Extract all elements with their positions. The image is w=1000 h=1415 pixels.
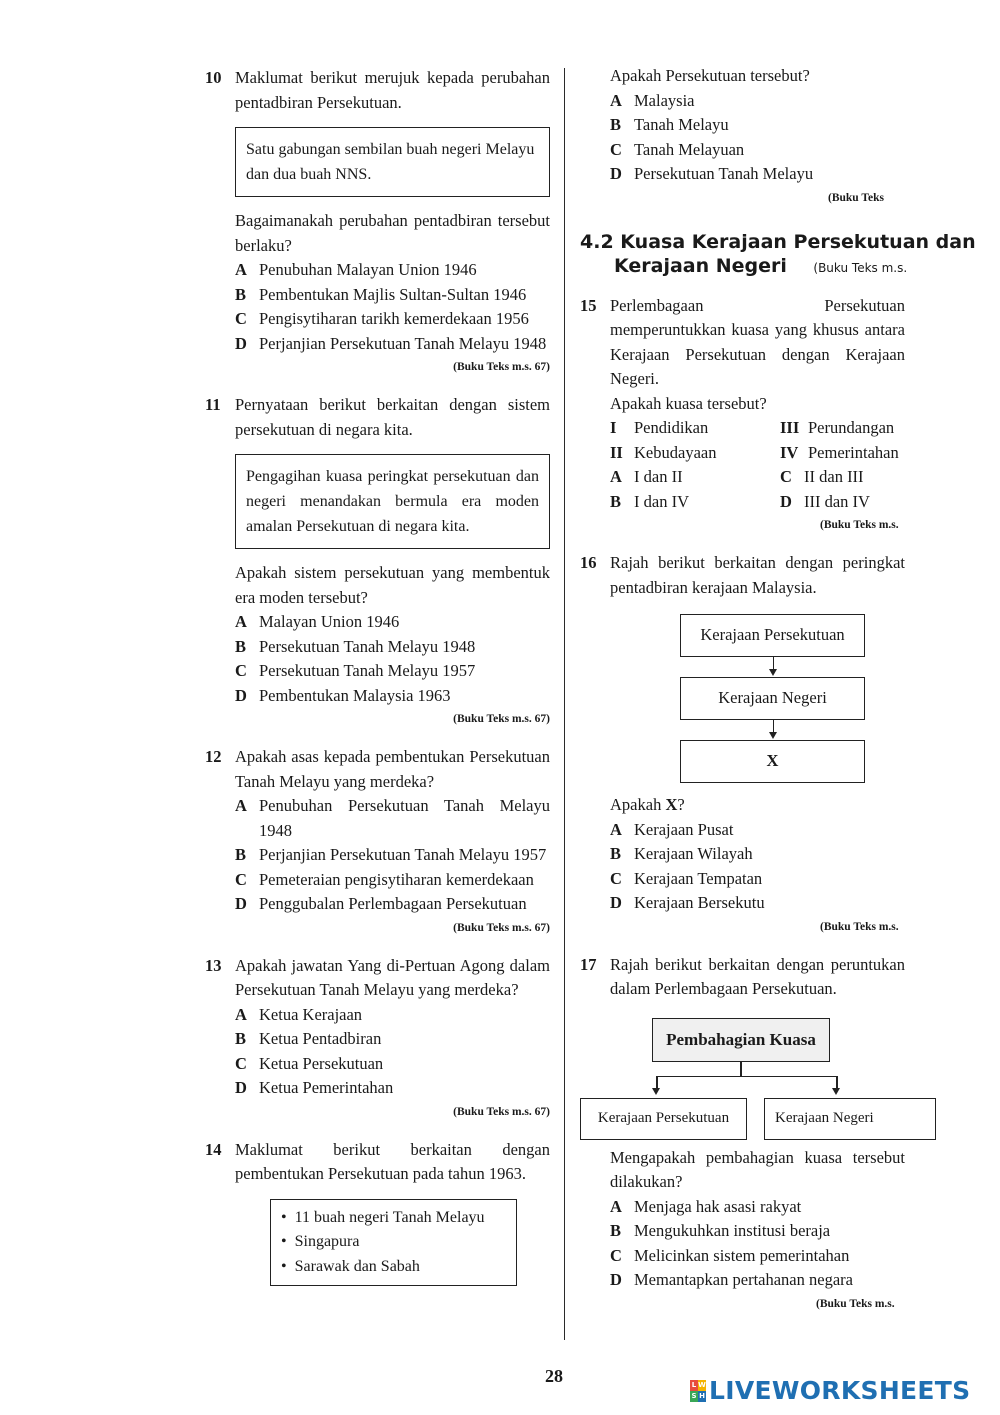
- question-stem: Rajah berikut berkaitan dengan peruntukan dalam Perlembagaan Persekutuan.: [610, 954, 905, 998]
- question-15: [580, 294, 905, 536]
- question-14-continued: [580, 64, 905, 208]
- options-list: [235, 1003, 550, 1101]
- bullet-item: • Sarawak dan Sabah: [281, 1255, 506, 1280]
- question-12: [205, 745, 550, 938]
- flow-diagram: [680, 614, 865, 783]
- info-box: Pengagihan kuasa peringkat persekutuan dan negeri menandakan bermula era moden amalan Persekutuan di negara kita.: [235, 454, 550, 549]
- question-13: [205, 954, 550, 1122]
- question-10: [205, 66, 550, 377]
- option-b[interactable]: B Persekutuan Tanah Melayu 1948: [235, 636, 476, 656]
- option-c[interactable]: C Pemeteraian pengisytiharan kemerdekaan: [235, 869, 534, 889]
- logo-icon-cell: L: [691, 1381, 697, 1389]
- question-number: 17: [580, 954, 597, 974]
- option-d[interactable]: D Kerajaan Bersekutu: [610, 893, 765, 912]
- options-list: [235, 258, 550, 356]
- option-d[interactable]: D Ketua Pemerintahan: [235, 1078, 394, 1097]
- source-reference: (Buku Teks m.s. 67): [453, 1105, 550, 1118]
- item-iii: III Perundangan: [780, 418, 895, 437]
- option-a[interactable]: A Menjaga hak asasi rakyat: [610, 1196, 802, 1216]
- right-column: [580, 62, 976, 1314]
- options-grid: [610, 465, 905, 514]
- options-list: [610, 1195, 905, 1293]
- option-d[interactable]: D III dan IV: [780, 491, 870, 511]
- flow-box-x: X: [680, 740, 865, 783]
- question-prompt: Apakah sistem persekutuan yang membentuk era moden tersebut?: [235, 563, 550, 607]
- item-iv: IV Pemerintahan: [780, 442, 899, 462]
- option-b[interactable]: B Perjanjian Persekutuan Tanah Melayu 1957: [235, 845, 547, 864]
- logo-icon-cell: S: [691, 1392, 697, 1400]
- options-list: [610, 89, 905, 187]
- option-a[interactable]: A Penubuhan Malayan Union 1946: [235, 260, 477, 279]
- diagram-box-federal: Kerajaan Persekutuan: [580, 1098, 747, 1140]
- option-d[interactable]: D Memantapkan pertahanan negara: [610, 1270, 853, 1289]
- option-c[interactable]: C Ketua Persekutuan: [235, 1053, 384, 1073]
- option-a[interactable]: A Kerajaan Pusat: [610, 819, 734, 839]
- option-a[interactable]: A Malaysia: [610, 90, 695, 110]
- liveworksheets-icon: [690, 1380, 706, 1402]
- options-list: [235, 794, 550, 917]
- info-box: Satu gabungan sembilan buah negeri Melayu dan dua buah NNS.: [235, 127, 550, 197]
- section-title-line2: Kerajaan Negeri: [614, 254, 787, 277]
- source-reference: (Buku Teks m.s. 67): [453, 921, 550, 934]
- question-stem: Apakah jawatan Yang di-Pertuan Agong dalam Persekutuan Tanah Melayu yang merdeka?: [235, 955, 550, 999]
- logo-icon-cell: H: [699, 1392, 705, 1400]
- question-11: [205, 393, 550, 729]
- option-d[interactable]: D Penggubalan Perlembagaan Persekutuan: [235, 894, 527, 913]
- section-heading: [580, 230, 976, 280]
- source-reference: (Buku Teks m.s.: [816, 1297, 895, 1310]
- flow-box-state: Kerajaan Negeri: [680, 677, 865, 720]
- question-stem: Rajah berikut berkaitan dengan peringkat pentadbiran kerajaan Malaysia.: [610, 553, 905, 597]
- item-ii: II Kebudayaan: [610, 442, 717, 462]
- question-stem: Perlembagaan Persekutuan memperuntukkan kuasa yang khusus antara Kerajaan Persekutuan dengan Kerajaan Negeri.: [610, 295, 905, 388]
- option-b[interactable]: B Kerajaan Wilayah: [610, 844, 753, 863]
- option-d[interactable]: D Perjanjian Persekutuan Tanah Melayu 1948: [235, 333, 547, 353]
- item-i: I Pendidikan: [610, 418, 709, 437]
- down-arrow-icon: [832, 1088, 840, 1095]
- logo-icon-cell: W: [698, 1381, 706, 1389]
- question-number: 10: [205, 68, 222, 87]
- question-prompt: Apakah X?: [610, 795, 685, 814]
- logo-text: LIVEWORKSHEETS: [709, 1376, 971, 1405]
- column-divider: [564, 68, 565, 1340]
- page-number: 28: [545, 1366, 563, 1386]
- question-17: [580, 953, 905, 1002]
- source-reference: (Buku Teks m.s. 67): [453, 713, 550, 725]
- question-number: 16: [580, 553, 597, 572]
- question-number: 13: [205, 955, 222, 975]
- question-17-options: [580, 1146, 905, 1314]
- question-14: [205, 1138, 550, 1287]
- source-reference: (Buku Teks: [828, 191, 884, 204]
- option-a[interactable]: A Ketua Kerajaan: [235, 1004, 363, 1024]
- source-reference: (Buku Teks m.s.: [820, 920, 899, 933]
- question-number: 15: [580, 295, 597, 315]
- roman-items: [610, 416, 905, 465]
- option-b[interactable]: B I dan IV: [610, 491, 689, 511]
- option-c[interactable]: C Kerajaan Tempatan: [610, 868, 763, 888]
- question-16: [580, 551, 905, 937]
- question-prompt: Mengapakah pembahagian kuasa tersebut dilakukan?: [610, 1147, 905, 1191]
- option-d[interactable]: D Pembentukan Malaysia 1963: [235, 685, 451, 705]
- option-c[interactable]: C Pengisytiharan tarikh kemerdekaan 1956: [235, 309, 529, 328]
- question-stem: Maklumat berikut berkaitan dengan pembentukan Persekutuan pada tahun 1963.: [235, 1139, 550, 1183]
- option-b[interactable]: B Ketua Pentadbiran: [235, 1029, 382, 1048]
- options-list: [610, 818, 905, 916]
- bullet-item: • Singapura: [281, 1230, 506, 1255]
- option-b[interactable]: B Tanah Melayu: [610, 115, 729, 134]
- question-prompt: Apakah kuasa tersebut?: [610, 393, 767, 413]
- diagram-top-box: Pembahagian Kuasa: [652, 1018, 830, 1062]
- option-d[interactable]: D Persekutuan Tanah Melayu: [610, 164, 814, 183]
- power-division-diagram: [580, 1018, 905, 1138]
- question-prompt: Bagaimanakah perubahan pentadbiran tersebut berlaku?: [235, 211, 550, 255]
- down-arrow-icon: [680, 720, 865, 740]
- option-b[interactable]: B Pembentukan Majlis Sultan-Sultan 1946: [235, 284, 527, 304]
- option-c[interactable]: C Tanah Melayuan: [610, 139, 745, 159]
- option-a[interactable]: A I dan II: [610, 467, 683, 486]
- source-reference: (Buku Teks m.s.: [820, 519, 899, 531]
- connector-line: [656, 1076, 836, 1078]
- option-a[interactable]: A Penubuhan Persekutuan Tanah Melayu 1948: [235, 796, 550, 840]
- question-stem: Apakah asas kepada pembentukan Persekutuan Tanah Melayu yang merdeka?: [235, 747, 550, 791]
- down-arrow-icon: [652, 1088, 660, 1095]
- liveworksheets-logo[interactable]: [690, 1376, 970, 1405]
- section-title-line1: Kuasa Kerajaan Persekutuan dan: [620, 230, 976, 253]
- option-c[interactable]: C Melicinkan sistem pemerintahan: [610, 1245, 850, 1265]
- section-number: 4.2: [580, 230, 614, 253]
- option-b[interactable]: B Mengukuhkan institusi beraja: [610, 1221, 831, 1240]
- question-stem: Maklumat berikut merujuk kepada perubahan pentadbiran Persekutuan.: [235, 68, 550, 112]
- option-c[interactable]: C Persekutuan Tanah Melayu 1957: [235, 661, 476, 680]
- section-source: (Buku Teks m.s.: [813, 260, 908, 275]
- question-stem: Pernyataan berikut berkaitan dengan sistem persekutuan di negara kita.: [235, 395, 550, 439]
- question-number: 12: [205, 747, 222, 766]
- question-number: 14: [205, 1139, 222, 1159]
- option-c[interactable]: C II dan III: [780, 467, 864, 486]
- info-bullet-box: [270, 1199, 517, 1287]
- bullet-item: • 11 buah negeri Tanah Melayu: [281, 1206, 506, 1231]
- options-list: [235, 610, 550, 708]
- down-arrow-icon: [680, 657, 865, 677]
- option-a[interactable]: A Malayan Union 1946: [235, 612, 400, 631]
- diagram-box-state: Kerajaan Negeri: [764, 1098, 936, 1140]
- source-reference: (Buku Teks m.s. 67): [453, 361, 550, 373]
- connector-line: [740, 1061, 742, 1076]
- question-prompt: Apakah Persekutuan tersebut?: [610, 66, 810, 85]
- question-number: 11: [205, 395, 221, 414]
- left-column: [205, 62, 550, 1286]
- flow-box-federal: Kerajaan Persekutuan: [680, 614, 865, 657]
